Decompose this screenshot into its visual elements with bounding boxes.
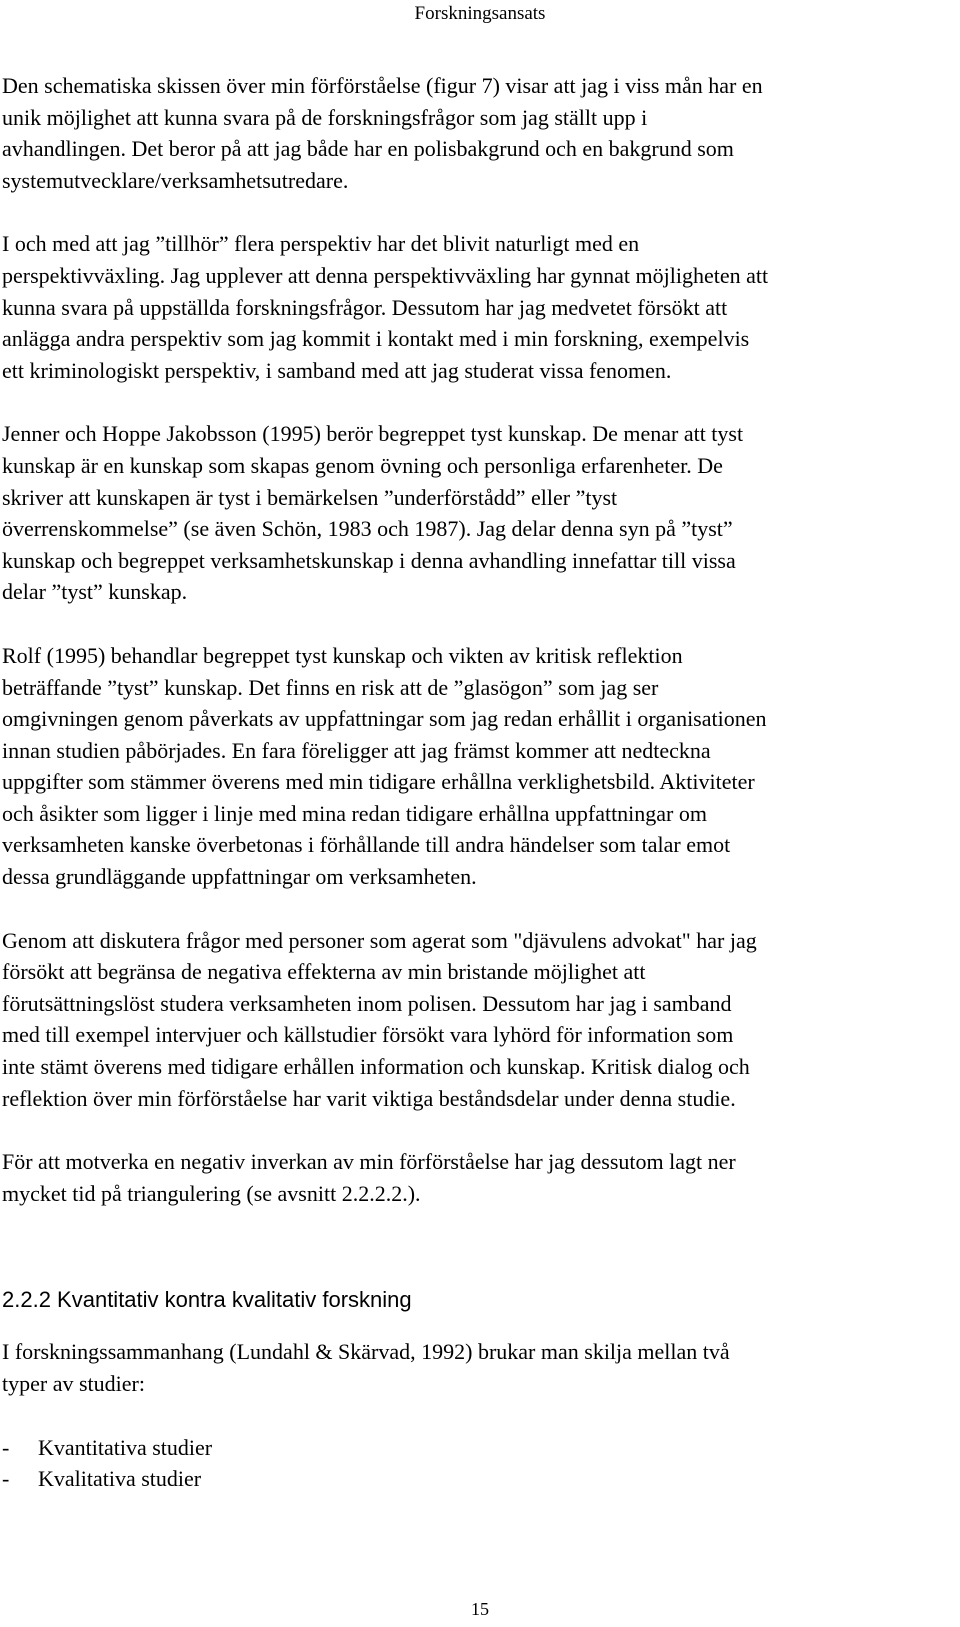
section-intro: I forskningssammanhang (Lundahl & Skärvad, 1992) brukar man skilja mellan två typer av studier: [2, 1339, 730, 1396]
study-type-list [2, 1432, 952, 1495]
section-heading: 2.2.2 Kvantitativ kontra kvalitativ forskning [2, 1287, 412, 1313]
paragraph-critical-reflection: Rolf (1995) behandlar begreppet tyst kunskap och vikten av kritisk reflektion beträffande ”tyst” kunskap. Det finns en risk att de ”glasögon” som jag ser omgivningen genom påverkats av uppfattningar som jag redan erhållit i organisationen innan studien påbörjades. En fara föreligger att jag främst kommer att nedteckna uppgifter som stämmer överens med min tidigare erhållna verklighetsbild. Aktiviteter och åsikter som ligger i linje med mina redan tidigare erhållna uppfattningar om verksamheten kanske överbetonas i förhållande till andra händelser som talar emot dessa grundläggande uppfattningar om verksamheten. [2, 642, 767, 890]
paragraph-devils-advocate: Genom att diskutera frågor med personer som agerat som "djävulens advokat" har jag försökt att begränsa de negativa effekterna av min bristande möjlighet att förutsättningslöst studera verksamheten inom polisen. Dessutom har jag i samband med till exempel intervjuer och källstudier försökt vara lyhörd för information som inte stämt överens med tidigare erhållen information och kunskap. Kritisk dialog och reflektion över min förförståelse har varit viktiga beståndsdelar under denna studie. [2, 927, 757, 1111]
list-bullet: - [2, 1434, 10, 1460]
list-item-text: Kvalitativa studier [38, 1466, 202, 1492]
paragraph-preunderstanding: Den schematiska skissen över min förförståelse (figur 7) visar att jag i viss mån har en unik möjlighet att kunna svara på de forskningsfrågor som jag ställt upp i avhandlingen. Det beror på att jag både har en polisbakgrund och en bakgrund som systemutvecklare/verksamhetsutredare. [2, 73, 763, 193]
page-number: 15 [471, 1599, 489, 1619]
list-item [2, 1463, 952, 1495]
page-body [2, 70, 952, 1495]
paragraph-triangulation: För att motverka en negativ inverkan av min förförståelse har jag dessutom lagt ner mycket tid på triangulering (se avsnitt 2.2.2.2.). [2, 1149, 736, 1206]
running-header: Forskningsansats [414, 3, 546, 24]
paragraph-tacit-knowledge: Jenner och Hoppe Jakobsson (1995) berör begreppet tyst kunskap. De menar att tyst kunskap är en kunskap som skapas genom övning och personliga erfarenheter. De skriver att kunskapen är tyst i bemärkelsen ”underförstådd” eller ”tyst överrenskommelse” (se även Schön, 1983 och 1987). Jag delar denna syn på ”tyst” kunskap och begreppet verksamhetskunskap i denna avhandling innefattar till vissa delar ”tyst” kunskap. [2, 421, 744, 605]
paragraph-perspective-shift: I och med att jag ”tillhör” flera perspektiv har det blivit naturligt med en perspektivväxling. Jag upplever att denna perspektivväxling har gynnat möjligheten att kunna svara på uppställda forskningsfrågor. Dessutom har jag medvetet försökt att anlägga andra perspektiv som jag kommit i kontakt med i min forskning, exempelvis ett kriminologiskt perspektiv, i samband med att jag studerat vissa fenomen. [2, 231, 769, 383]
list-bullet: - [2, 1466, 10, 1492]
list-item-text: Kvantitativa studier [38, 1434, 213, 1460]
list-item [2, 1432, 952, 1464]
